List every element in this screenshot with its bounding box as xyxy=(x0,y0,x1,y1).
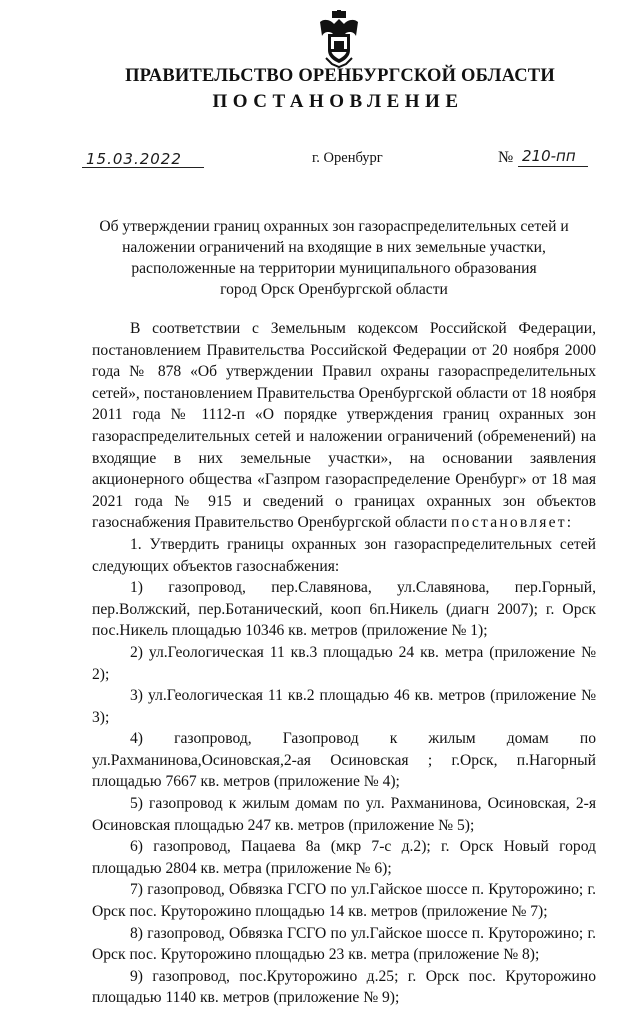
resolves-word: постановляет: xyxy=(451,514,574,532)
coat-of-arms-icon xyxy=(316,10,362,68)
document-body xyxy=(92,318,596,1009)
document-type-title: ПОСТАНОВЛЕНИЕ xyxy=(212,91,464,112)
government-title: ПРАВИТЕЛЬСТВО ОРЕНБУРГСКОЙ ОБЛАСТИ xyxy=(125,66,555,86)
clause-1: 1. Утвердить границы охранных зон газораспределительных сетей следующих объектов газоснабжения: xyxy=(92,535,596,575)
subject-line: расположенные на территории муниципального образования xyxy=(131,260,537,277)
date-underline xyxy=(82,167,204,168)
list-item: 3) ул.Геологическая 11 кв.2 площадью 46 кв. метров (приложение № 3); xyxy=(92,687,596,726)
list-item: 9) газопровод, пос.Круторожино д.25; г. Орск пос. Круторожино площадью 1140 кв. метров (приложение № 9); xyxy=(92,967,596,1007)
subject-line: наложении ограничений на входящие в них земельные участки, xyxy=(122,239,546,256)
list-item: 6) газопровод, Пацаева 8а (мкр 7-с д.2); г. Орск Новый город площадью 2804 кв. метра (приложение № 6); xyxy=(92,838,596,877)
document-date: 15.03.2022 xyxy=(86,150,182,168)
list-item: 2) ул.Геологическая 11 кв.3 площадью 24 кв. метра (приложение № 2); xyxy=(92,643,596,683)
document-subject xyxy=(90,216,578,300)
list-item: 7) газопровод, Обвязка ГСГО по ул.Гайское шоссе п. Круторожино; г. Орск пос. Круторожино площадью 14 кв. метров (приложение № 7); xyxy=(92,881,596,921)
document-number: 210-пп xyxy=(522,147,576,165)
number-sign: № xyxy=(498,149,514,166)
list-item: 5) газопровод к жилым домам по ул. Рахманинова, Осиновская, 2-я Осиновская площадью 247 кв. метров (приложение № 5); xyxy=(92,795,596,834)
preamble-paragraph xyxy=(92,318,596,534)
subject-line: город Орск Оренбургской области xyxy=(220,281,448,298)
document-city: г. Оренбург xyxy=(312,150,383,166)
preamble-text: В соответствии с Земельным кодексом Российской Федерации, постановлением Правительства Российской Федерации от 20 ноября 2000 года № 878 «Об утверждении Правил охраны газораспределительных сетей», постановлением Правительства Оренбургской области от 18 ноября 2011 года № 1112-п «О порядке утверждения границ охранных зон газораспределительных сетей и наложении ограничений (обременений) на входящие в них земельные участки», на основании заявления акционерного общества «Газпром газораспределение Оренбург» от 18 мая 2021 года № 915 и сведений о границах охранных зон объектов газоснабжения Правительство Оренбургской области xyxy=(92,320,596,532)
list-item: 8) газопровод, Обвязка ГСГО по ул.Гайское шоссе п. Круторожино; г. Орск пос. Круторожино площадью 23 кв. метра (приложение № 8); xyxy=(92,924,596,964)
number-underline xyxy=(518,166,588,167)
subject-line: Об утверждении границ охранных зон газораспределительных сетей и xyxy=(99,218,569,235)
list-item: 1) газопровод, пер.Славянова, ул.Славянова, пер.Горный, пер.Волжский, пер.Ботанический, кооп 6п.Никель (диагн 2007); г. Орск пос.Никель площадью 10346 кв. метров (приложение № 1); xyxy=(92,579,596,640)
list-item: 4) газопровод, Газопровод к жилым домам по ул.Рахманинова,Осиновская,2-ая Осиновская ; г.Орск, п.Нагорный площадью 7667 кв. метров (приложение № 4); xyxy=(92,730,596,791)
